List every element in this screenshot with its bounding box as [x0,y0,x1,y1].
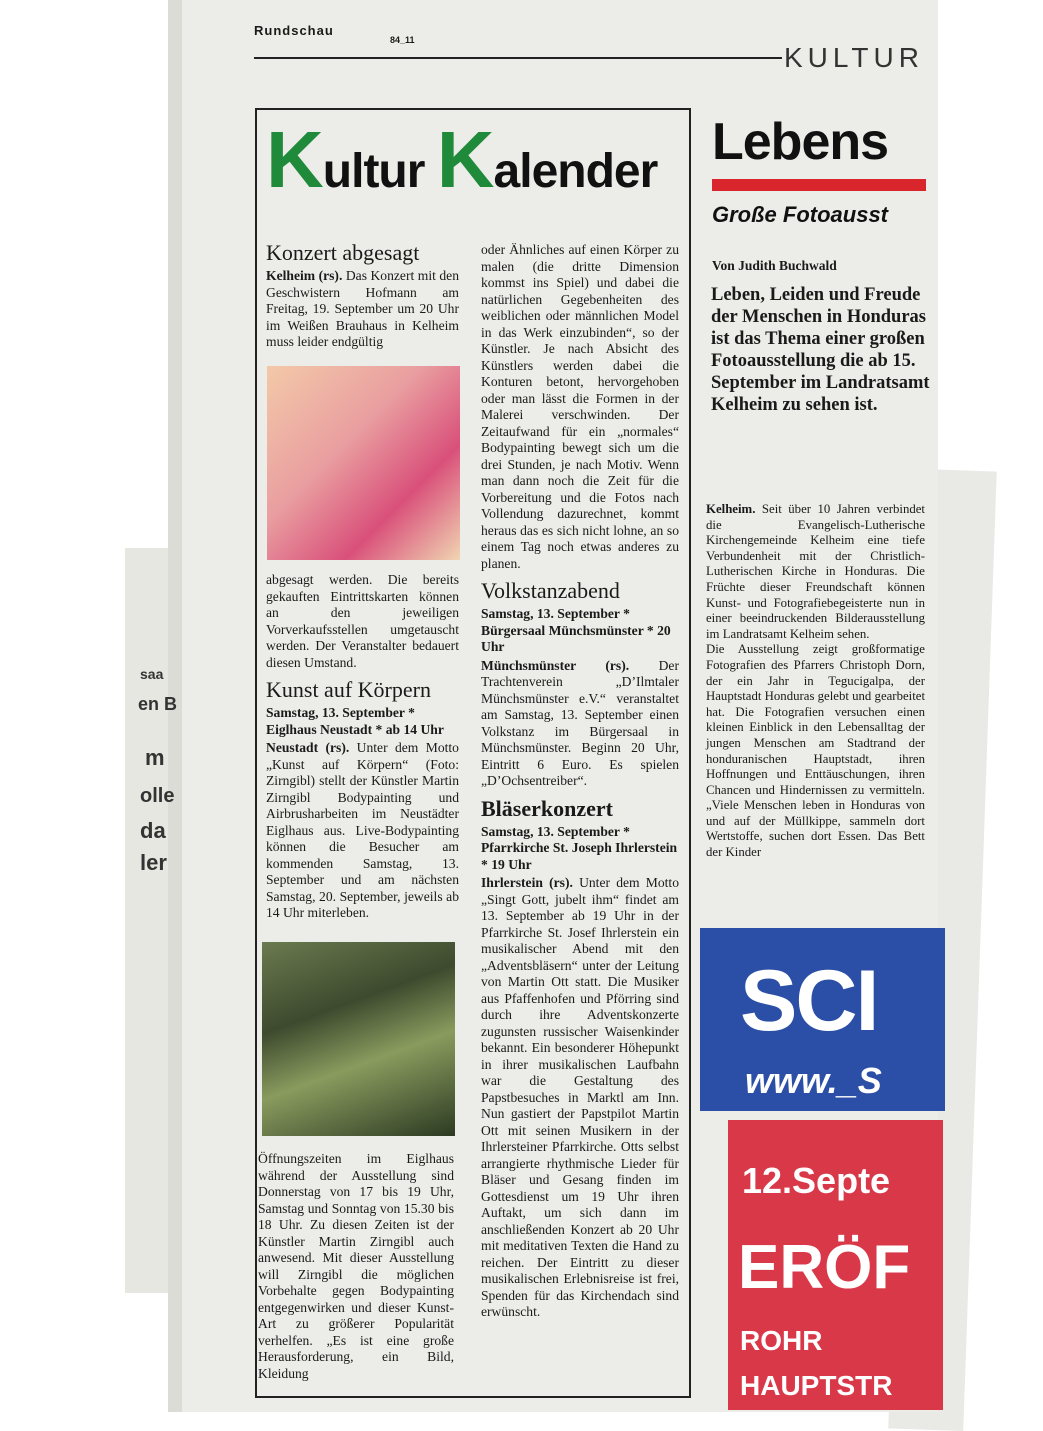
dateline: Münchsmünster (rs). [481,657,630,673]
newspaper-name: Rundschau [254,23,334,38]
headline: Volkstanzabend [481,578,620,603]
paragraph: Öffnungszeiten im Eiglhaus während der Ausstellung sind Donnerstag von 17 bis 19 Uhr, Samstag und Sonntag von 15.30 bis 18 Uhr. Zu diesen Zeiten ist der Künstler Martin Zirngibl auch anwesend. Mit dieser Ausstellung will Zirngibl die möglichen Vorbehalte gegen Bodypainting entgegenwirken und dieser Kunst-Art zu größerer Popularität verhelfen. „Es ist eine große Herausforderung, ein Bild, Kleidung [258,1151,454,1381]
dateline: Ihrlerstein (rs). [481,875,573,890]
byline: Von Judith Buchwald [712,258,837,273]
article-text [481,875,679,1321]
article-text [266,268,459,351]
headline: Bläserkonzert [481,795,613,821]
header-rule [762,57,782,59]
event-info: Samstag, 13. September * Bürgersaal Münchsmünster * 20 Uhr [481,606,671,654]
ad-opening: ERÖF [738,1233,911,1302]
event-info: Samstag, 13. September * Eiglhaus Neustadt * ab 14 Uhr [266,705,444,737]
kalender-title [266,115,658,204]
bodypainting-photo [262,942,455,1136]
ad-street: HAUPTSTR [740,1370,893,1401]
paragraph: Seit über 10 Jahren verbindet die Evangelisch-Lutherische Kirchengemeinde Kelheim eine tiefe Verbundenheit mit der Christlich-Lutherischen Kirche in Honduras. Die Früchte dieser Freundschaft können Kunst- und Fotografiebegeisterte nun in einer beeindruckenden Bilderausstellung im Landratsamt Kelheim sehen. [706,502,925,641]
paragraph: Unter dem Motto „Singt Gott, jubelt ihm“ findet am 13. September ab 19 Uhr in der Pfarrkirche St. Josef Ihrlerstein ein musikalischer Abend mit den „Adventsbläsern“ unter der Leitung von Martin Ott statt. Die Musiker aus Pfaffenhofen und Pförring sind durch ihre Adventskonzerte zugunsten russischer Waisenkinder bekannt. Ein besonderer Höhepunkt in ihrer musikalischen Laufbahn war die Gestaltung des Papstbesuches in Marktl am Inn. Nun gastiert der Papstpilot Martin Ott mit seinen Musikern in der Ihrlersteiner Pfarrkirche. Otts selbst arrangierte rhythmische Lieder für Bläser und Gesang finden im Gottesdienst um 19 Uhr ihren Auftakt, um sich dann im anschließenden Konzert ab 20 Uhr mit meditativen Texten die Hand zu reichen. Der Eintritt zu dieser musikalischen Erlebnisreise ist frei, Spenden für das Kirchendach sind erwünscht. [481,875,680,1319]
headline-red-bar [712,179,926,191]
page-code: 84_11 [390,35,415,45]
paragraph: Unter dem Motto „Kunst auf Körpern“ (Foto: Zirngibl) stellt der Künstler Martin Zirngibl Bodypainting und Airbrusharbeiten im Neustädter Eiglhaus aus. Live-Bodypainting können die Besucher am kommenden Samstag, 13. September und am nächsten Samstag, 20. September, jeweils ab 14 Uhr miterleben. [266,740,459,920]
title-word: alender [493,145,658,198]
paragraph: oder Ähnliches auf einen Körper zu malen (die dritte Dimension kommst ins Spiel) und dabei die natürlichen Gegebenheiten des weiblichen oder männlichen Model in das Werk einzubinden“, so der Künstler. Je nach Absicht des Künstlers werden dabei die Konturen betont, hervorgehoben oder man lässt die Formen in der Malerei verschwinden. Der Zeitaufwand für ein „normales“ Bodypainting bewegt sich um die drei Stunden, je nach Motiv. Wenn man dann noch die Zeit für die Vorbereitung und die Fotos nach Vollendung dazurechnet, kommt heraus das es sich nicht lohne, an so einem Tag noch etwas anderes zu planen. [481,242,679,571]
title-initial: K [266,115,323,204]
singers-photo [267,366,460,560]
article-body [706,502,925,861]
article-column-2 [481,242,679,1321]
paragraph: Die Ausstellung zeigt großformatige Fotografien des Pfarrers Christoph Dorn, der ein Jahr in Tegucigalpa, der Hauptstadt Honduras gelebt und gearbeitet hat. Die Fotografien versuchen einen kleinen Einblick in den Lebensalltag der jungen Menschen am Stadtrand der honduranischen Hauptstadt, ihren Hoffnungen und Enttäuschungen, ihren Chancen und Hindernissen zu vermitteln. „Viele Menschen leben in Honduras von und auf der Müllkippe, sammeln dort Wertstoffe, suchen dort Essen. Das Bett der Kinder [706,642,925,860]
article-headline: Lebens [712,113,889,171]
fragment-text: da [140,818,166,843]
title-initial: K [436,115,494,204]
article-text [266,740,459,922]
fragment-text: en B [138,694,178,714]
article-lead: Leben, Leiden und Freude der Menschen in Honduras ist das Thema einer großen Fotoausstellung die ab 15. September im Landratsamt Kelheim zu sehen ist. [711,285,930,415]
title-word: ultur [322,145,425,198]
ad-brand: SCI [740,953,878,1049]
dateline: Kelheim. [706,502,756,516]
article-text [481,658,679,790]
ad-website: www._S [745,1060,882,1101]
fragment-text: olle [140,785,175,807]
fragment-text: m [145,745,165,770]
headline: Kunst auf Körpern [266,677,431,702]
article-continuation [258,1151,454,1382]
dateline: Neustadt (rs). [266,740,350,755]
article-continuation [266,572,459,922]
section-title: KULTUR [784,42,924,73]
fragment-text: saa [140,666,164,682]
article-konzert-abgesagt [266,240,459,351]
ad-city: ROHR [740,1325,823,1356]
paragraph: Der Trachtenverein „D’Ilmtaler Münchsmünster e.V.“ veranstaltet am Samstag, 13. September einen Volkstanz im Bürgersaal in Münchsmünster. Beginn 20 Uhr, Eintritt 6 Euro. Es spielen „D’Ochsentreiber“. [481,657,679,788]
fragment-text: ler [140,850,167,875]
ad-date: 12.Septe [742,1160,891,1201]
dateline: Kelheim (rs). [266,268,343,283]
article-text [706,502,925,642]
article-subheadline: Große Fotoausst [712,202,889,227]
header-rule [254,57,762,59]
paragraph: abgesagt werden. Die bereits gekauften Eintrittskarten können an den jeweiligen Vorverkaufsstellen umgetauscht werden. Der Veranstalter bedauert diesen Umstand. [266,572,459,670]
event-info: Samstag, 13. September * Pfarrkirche St. Joseph Ihrlerstein * 19 Uhr [481,823,678,872]
paragraph: Das Konzert mit den Geschwistern Hofmann am Freitag, 19. September um 20 Uhr im Weißen Brauhaus in Kelheim muss leider endgültig [266,268,459,349]
headline: Konzert abgesagt [266,240,420,265]
